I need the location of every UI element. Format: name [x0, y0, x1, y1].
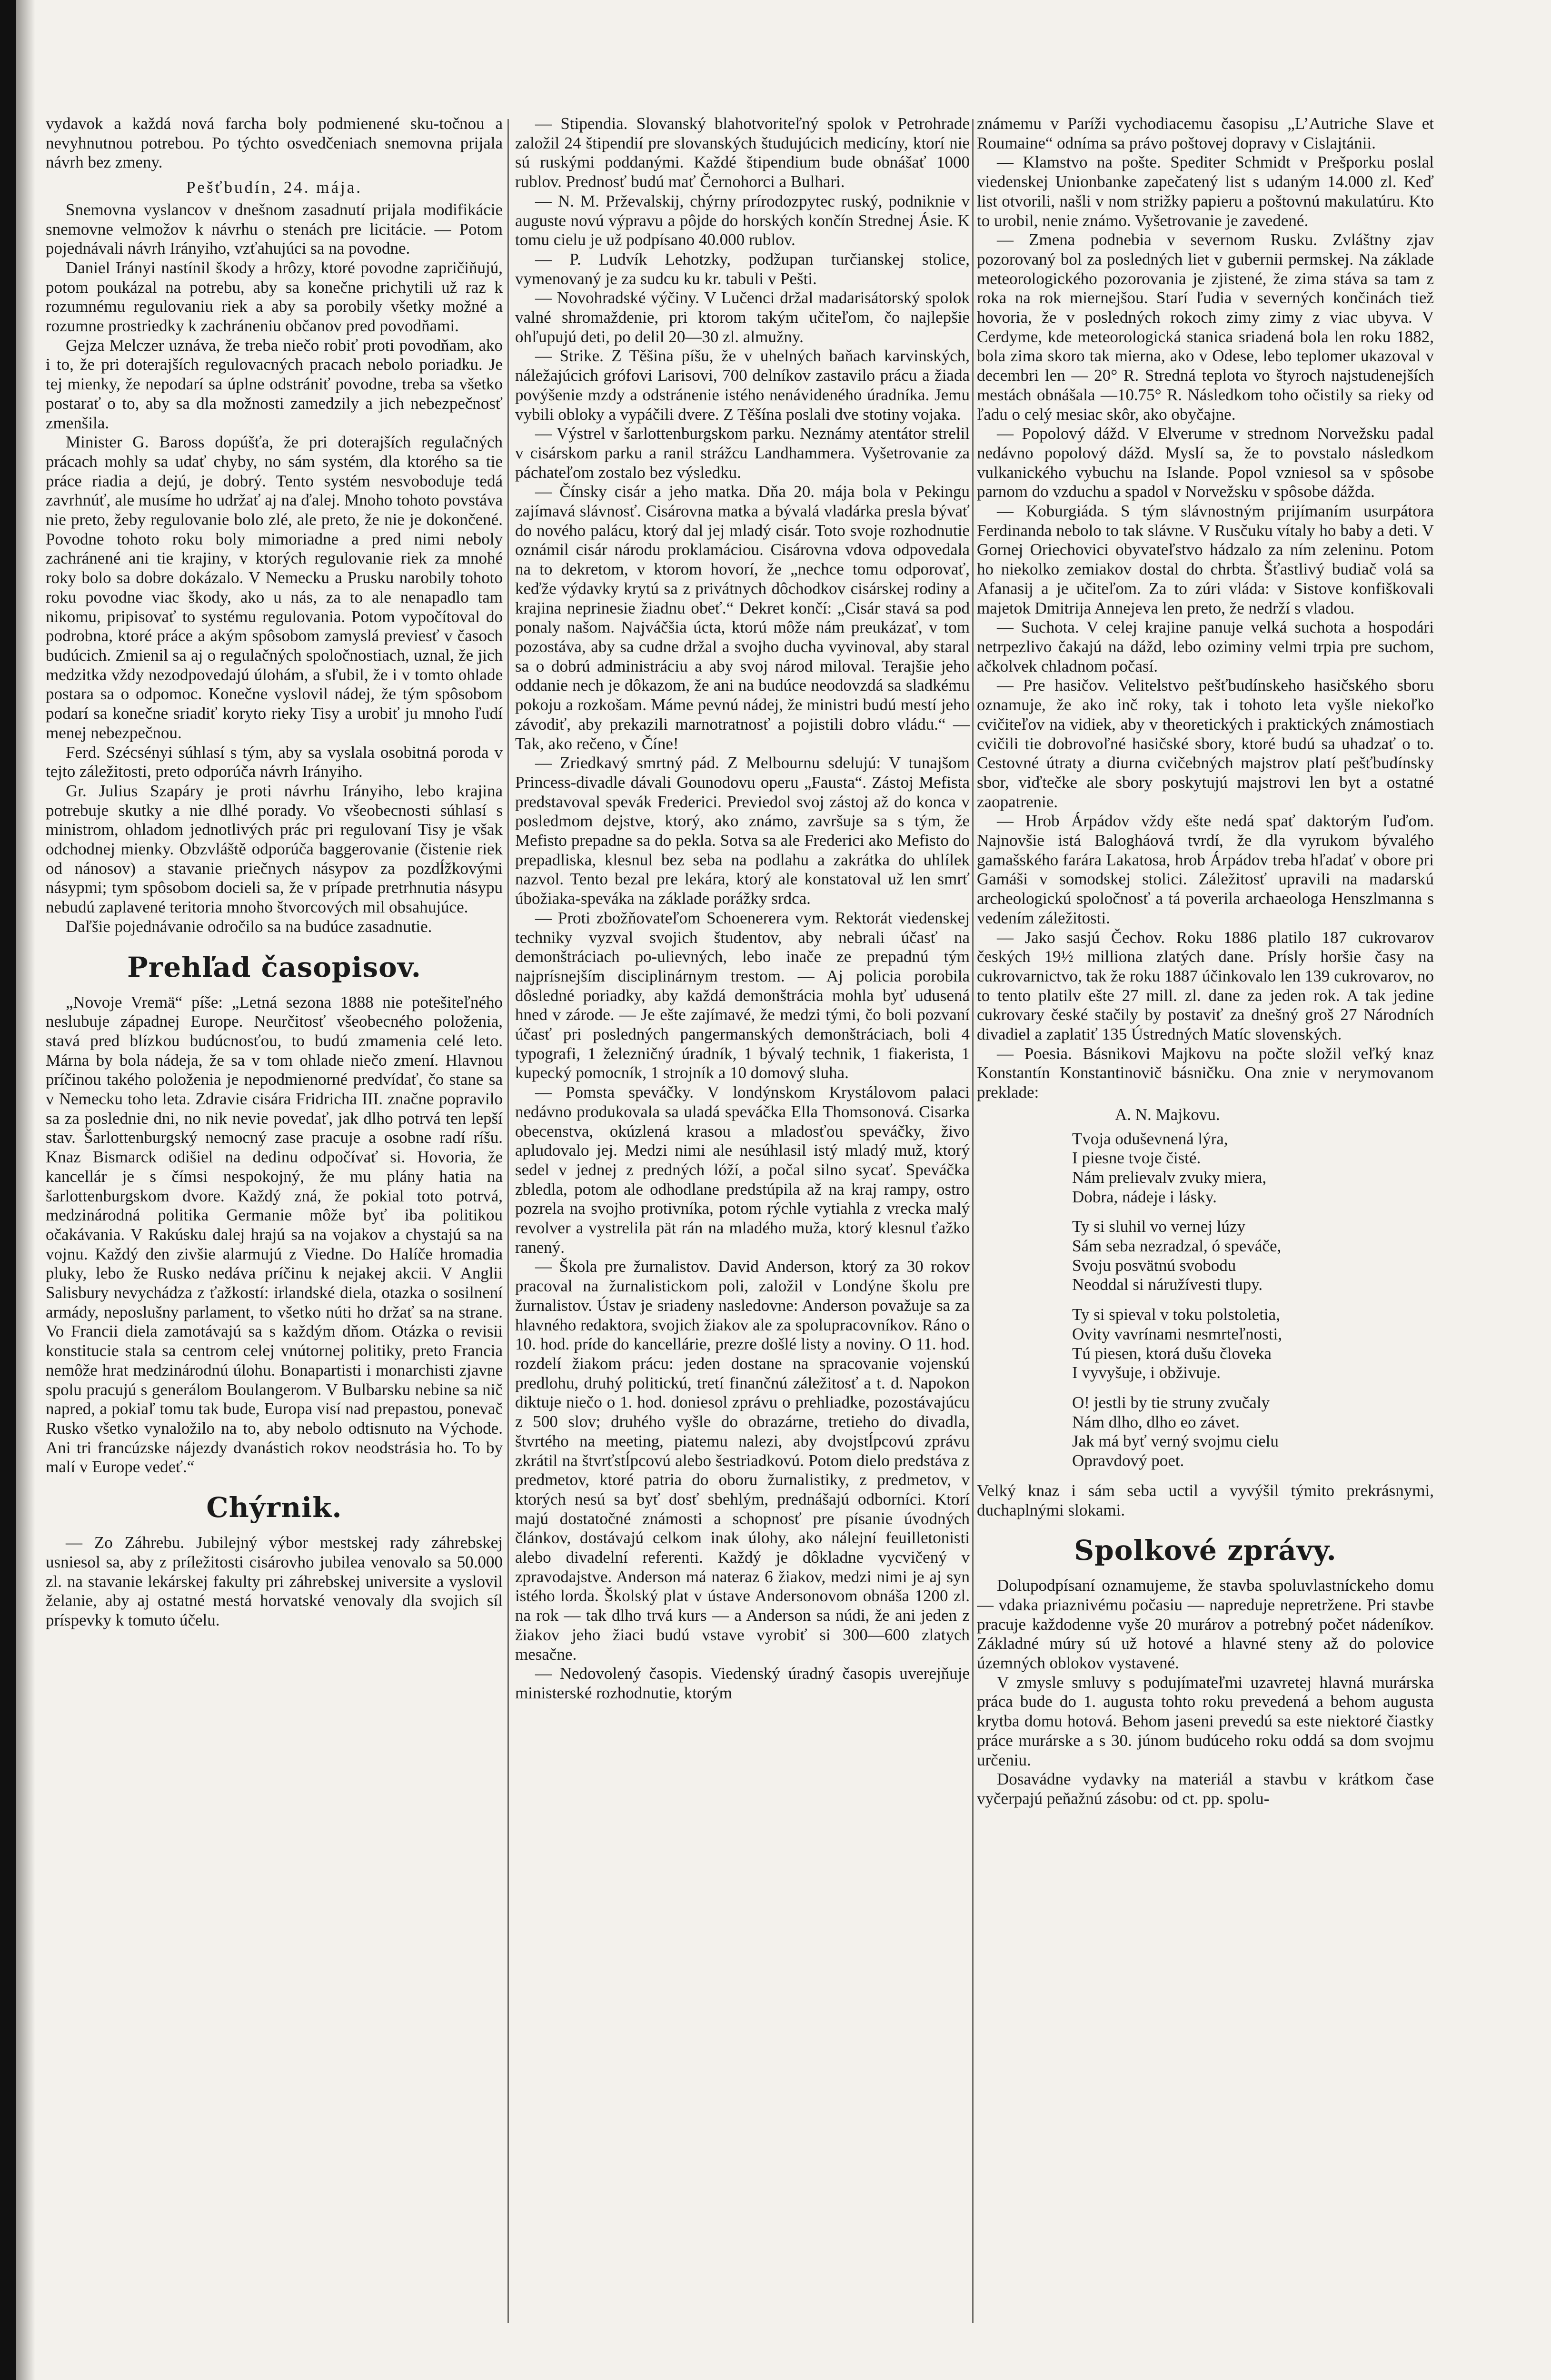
- section-heading-chyrnik: Chýrnik.: [206, 1491, 342, 1524]
- article-paragraph: Daľšie pojednávanie odročilo sa na budúce zasadnutie.: [66, 917, 432, 936]
- poem-line: Ovity vavrínami nesmrteľnosti,: [1072, 1324, 1282, 1343]
- news-item: — Jako sasjú Čechov. Roku 1886 platilo 187 cukrovarov českých 19½ milliona zlatých dane. Prísly horšie časy na cukrovarnictvo, tak že roku 1887 účinkovalo len 139 cukrovarov, no to tento platilv ešte 27 mill. zl. dane za jeden rok. A tak jedine cukrovary české stačily by postaviť za dnešný groš 27 Národních divadiel a zaplatiť 135 Ústredných Matíc slovenských.: [977, 928, 1434, 1044]
- section-heading-prehlad: Prehľad časopisov.: [127, 951, 421, 983]
- news-item: — Zo Záhrebu. Jubilejný výbor mestskej rady záhrebskej usniesol sa, aby z príležitosti cisárovho jubilea venovalo sa 50.000 zl. na stavanie lekárskej fakulty pri záhrebskej universite a vyslovil želanie, aby aj ostatné mestá horvatské venovaly dla svojich síl príspevky k tomuto účelu.: [46, 1533, 503, 1629]
- column-middle: [515, 114, 970, 2323]
- news-item: — Čínsky cisár a jeho matka. Dňa 20. mája bola v Pekingu zajímavá slávnosť. Cisárovna matka a bývalá vladárka presla bývať do nového palácu, ktorý dal jej mladý cisár. Toto svoje rozhodnutie oznámil cisár národu proklamáciou. Cisárovna vdova odpovedala na to dekretom, v ktorom hovorí, že „nechce tomu odporovať, keďže výdavky krytú sa z privátnych dôchodkov cisárskej rodiny a krajina neprinesie žiadnu obeť.“ Dekret končí: „Cisár stavá sa pod ponaly našom. Najváčšia úcta, ktorú môže nám preukázať, v tom pozostáva, aby sa cudne držal a svojho ducha vyvinoval, aby staral sa o dobrú administráciu a aby svoj národ miloval. Terajšie jeho oddanie nech je dôkazom, že ani na budúce neodovzdá sa sladkému pokoju a rozkošam. Máme pevnú nádej, že ministri budú mestí jeho závodiť, aby prekazili marnotratnosť a pojistili dobro vládu.“ — Tak, ako rečeno, v Číne!: [515, 482, 970, 753]
- article-paragraph: Dosavádne vydavky na materiál a stavbu v krátkom čase vyčerpajú peňažnú zásobu: od ct. pp. spolu-: [977, 1770, 1434, 1808]
- poem-line: Sám seba nezradzal, ó speváče,: [1072, 1237, 1282, 1256]
- news-item: — Koburgiáda. S tým slávnostným prijímaním usurpátora Ferdinanda nebolo to tak slávne. V Rusčuku vítaly ho baby a deti. V Gornej Oriechovici obyvateľstvo hádzalo za ním zeleninu. Potom ho niekolko zemiakov dostal do chrbta. Šťastlivý budiač volá sa Afanasij a je učiteľom. Za to zúri vláda: v Sistove konfiškovali majetok Dmitrija Annejeva len preto, že nedrží s vladou.: [977, 502, 1434, 617]
- poem-line: Dobra, nádeje i lásky.: [1072, 1187, 1217, 1206]
- article-paragraph: Dolupodpísaní oznamujeme, že stavba spoluvlastníckeho domu — vdaka priaznivému počasiu — napreduje nepretržene. Pri stavbe pracuje každodenne vyše 20 murárov a potrebný počet nádeníkov. Základné múry sú už hotové a hlavné steny až do polovice územných oblokov vystavené.: [977, 1576, 1434, 1673]
- poem: [1072, 1105, 1434, 1471]
- poem-line: Neoddal si náružívesti tlupy.: [1072, 1275, 1263, 1294]
- poem-line: I vyvyšuje, i obživuje.: [1072, 1363, 1221, 1382]
- poem-title: A. N. Majkovu.: [1115, 1105, 1220, 1124]
- news-item: — Popolový dážd. V Elverume v strednom Norvežsku padal nedávno popolový dážd. Myslí sa, že to povstalo následkom vulkanického vybuchu na Islande. Popol vzniesol sa v spôsobe parnom do vzduchu a spadol v Norvežsku v spôsobe dážda.: [977, 424, 1434, 501]
- poem-line: Ty si sluhil vo vernej lúzy: [1072, 1217, 1246, 1236]
- article-paragraph: „Novoje Vremä“ píše: „Letná sezona 1888 nie potešiteľného neslubuje západnej Europe. Neurčitosť všeobecného položenia, stavá pred blízkou budúcnosťou, to budú zmamenia celé leto. Márna by bola nádeja, že sa v tom ohlade niečo zmení. Hlavnou príčinou takého položenia je nepodmienorné predvídať, čo stane sa v Nemecku toho leta. Zdravie cisára Fridricha III. značne popravilo sa za poslednie dni, no nik nevie povedať, jak dlho potrvá ten lepší stav. Šarlottenburgský nemocný zase pracuje a osobne radí ríšu. Knaz Bismarck odišiel na dedinu odpočívať si. Hovoria, že kancellár je s čímsi nespokojný, že mu plány hatia na šarlottenburgskom dvore. Každý zná, že pokial toto potrvá, medzinárodná politika Germanie môže byť iba politikou očakávania. V Rakúsku dalej hrajú sa na vojakov a chystajú sa na vojnu. Každý den zivšie alarmujú z Viedne. Do Halíče hromadia pluky, lebo že Rusko nedáva príčinu k nejakej akcii. V Anglii Salisbury nevychádza z ťažkostí: irlandské diela, otazka o sosilnení armády, neposlušny parlament, to všetko núti ho držať sa na strane. Vo Francii diela zamotávajú sa s každým dňom. Otázka o revisii konstitucie stala sa centrom celej vnútornej politiky, preto Francia nemôže hrat medzinárodnú úlohu. Bonapartisti i monarchisti zjavne spolu pracujú s generálom Boulangerom. V Bulbarsku nebine sa nič napred, a pokiaľ tomu tak bude, Europa visí nad prepastou, ponevač Rusko všetko vynaložilo na to, aby nebolo odtisnuto na Východe. Ani tri francúzske nájezdy dvanástich rokov neodstrásia ho. To by malí v Europe vedeť.“: [46, 992, 503, 1477]
- poem-line: Svoju posvätnú svobodu: [1072, 1256, 1236, 1275]
- news-item: — Zriedkavý smrtný pád. Z Melbournu sdelujú: V tunajšom Princess-divadle dávali Gounodovu operu „Fausta“. Zástoj Mefista predstavoval spevák Frederici. Previedol svoj zástoj až do konca v posledmom dejstve, ktorý, ako známo, završuje sa s tým, že Mefisto prepadne sa do pekla. Sotva sa ale Frederici ako Mefisto do prepadliska, klesnul bez seba na podlahu a zakrátka do uhlílek nazvol. Tento bezal pre lekára, ktorý ale konstatoval už len smrť úbožiaka-speváka na základe porážky srdca.: [515, 754, 970, 908]
- news-item: — Poesia. Básnikovi Majkovu na počte složil veľký knaz Konstantín Konstantinovič básničku. Ona znie v nerymovanom preklade:: [977, 1044, 1434, 1102]
- column-left: [46, 114, 503, 2323]
- article-paragraph: Minister G. Baross dopúšťa, že pri doterajších regulačných prácach mohly sa udať chyby, no sám systém, dla ktorého sa tie práce riadia a dejú, je dobrý. Tento systém nesvoboduje tedá zavrhnúť, ale musíme ho udržať aj na ďalej. Mnoho tohoto povstáva nie preto, žeby regulovanie bolo zlé, ale preto, že nie je dokončené. Povodne tohoto roku boly mimoriadne a pred nimi neboly zachránené ani tie krajiny, v ktorých regulovanie riek za mnohé roky bolo sa dobre dokázalo. V Nemecku a Prusku narobily tohoto roku povodne viac škody, ako u nás, za to ale nenapadlo tam nikomu, pripisovať to systému regulovania. Potom vypočítoval do podrobna, ktoré práce a akým spôsobom zamyslá previesť v časoch budúcich. Zmienil sa aj o regulačných spoločnostiach, uznal, že jich medzitka vždy nezodpovedajú úlohám, a sľubil, že i v tomto ohlade postara sa o odpomoc. Konečne vyslovil nádej, že tým spôsobom podarí sa konečne sriadiť koryto rieky Tisy a urobiť ju mnoho ľudí menej nebezpečnou.: [46, 433, 503, 742]
- news-item: — Škola pre žurnalistov. David Anderson, ktorý za 30 rokov pracoval na žurnalistickom poli, založil v Londýne školu pre žurnalistov. Ústav je sriadeny nasledovne: Anderson považuje sa za hlavného redaktora, svojich žiakov ale za spolupracovníkov. Ráno o 10. hod. príde do kancellárie, prezre došlé listy a noviny. O 11. hod. rozdelí žiakom prácu: jeden dostane na spracovanie vojenskú predlohu, druhý politickú, tretí finančnú záležitosť a t. d. Napokon diktuje niečo o 1. hod. doniesol zprávu o prehliadke, pozostávajúcu z 500 slov; druhého vyšle do obrazárne, tretieho do divadla, štvrtého na meeting, piatemu nalezi, aby dvojstĺpcovú zprávu zkrátil na štvrťstĺpcovú alebo šestriadkovú. Potom dielo predstáva z predmetov, ktoré patria do oboru žurnalistiky, z predmetov, v ktorých nesú sa byť dosť sbehlým, prednášajú odborníci. Ktorí majú dostatočné známosti a schopnosť pre písanie úvodných článkov, dostávajú celkom inak úlohy, ako nálejní feuilletonisti alebo divadelní referenti. Každý je dôkladne vycvičený v zpravodajstve. Anderson má nateraz 6 žiakov, medzi nimi je aj syn istého lorda. Školský plat v ústave Andersonovom obnáša 1200 zl. na rok — tak dlho trvá kurs — a Anderson sa núdi, že ani jeden z žiakov jeho žiaci budú vstave vyrobiť si 300—600 zlatych mesačne.: [515, 1257, 970, 1664]
- article-paragraph: vydavok a každá nová farcha boly podmienené sku-točnou a nevyhnutnou potrebou. Po týchto osvedčeniach snemovna prijala návrh bez zmeny.: [46, 114, 503, 172]
- news-item: — Pre hasičov. Velitelstvo pešťbudínskeho hasičského sboru oznamuje, že ako inč roky, tak i tohoto leta vyšle niekoľko cvičiteľov na vidiek, aby v theoretických i praktických známostiach cvičili tie dobrovoľné hasičské sbory, ktoré budú sa uhadzať o to. Cestovné útraty a diurna cvičebných majstrov platí pešťbudínsky sbor, viďtečke ale sbory poskytujú majstrovi len byt a ostatné zaopatrenie.: [977, 676, 1434, 811]
- news-item: — Zmena podnebia v severnom Rusku. Zvláštny zjav pozorovaný bol za posledných liet v gubernii permskej. Na základe meteorologického pozorovania je zjistené, že zima stáva sa tam z roka na rok miernejšou. Starí ľudia v severných končinách tiež hovoria, že v posledných rokoch zimy zimy z viac ubyva. V Cerdyme, kde meteorologická stanica sriadená bola len roku 1882, bola zima skoro tak mierna, ako v Odese, lebo teplomer ukazoval v decembri len — 20° R. Stredná teplota vo štyroch najstudenejších mestách obnášala —10.75° R. Následkom toho očistily sa rieky od ľadu o celý mesiac skôr, ako obyčajne.: [977, 230, 1434, 424]
- poem-line: Nám prelievalv zvuky miera,: [1072, 1168, 1267, 1187]
- news-item: — N. M. Prževalskij, chýrny prírodozpytec ruský, podniknie v auguste novú výpravu a pôjde do horských končín Strednej Ásie. K tomu cielu je už podpísano 40.000 rublov.: [515, 191, 970, 249]
- page-binding-edge: [0, 0, 16, 2380]
- poem-line: Ty si spieval v toku polstoletia,: [1072, 1305, 1280, 1324]
- news-item: — Suchota. V celej krajine panuje velká suchota a hospodári netrpezlivo čakajú na dážd, lebo oziminy velmi trpia pre suchom, ačkolvek chladnom počasí.: [977, 618, 1434, 675]
- news-item: — Pomsta speváčky. V londýnskom Krystálovom palaci nedávno produkovala sa uladá speváčka Ella Thomsonová. Cisarka obecenstva, okúzlená krasou a mladosťou speváčky, živo apludovalo jej. Medzi nimi ale nesúhlasil istý mladý muž, ktorý sedel v jednej z predných lóží, a počal silno sycať. Speváčka zbledla, potom ale odhodlane predstúpila až na kraj rampy, ostro pozrela na svojho protivníka, potom rýchle vytiahla z vrecka malý revolver a vystrelila pät rán na mladého muža, ktorý klesnul ťažko ranený.: [515, 1083, 970, 1257]
- news-item: — Novohradské výčiny. V Lučenci držal madarisátorský spolok valné shromaždenie, pri ktorom takým učiteľom, čo najlepšie ohľupujú deti, po delil 20—30 zl. almužny.: [515, 288, 970, 346]
- news-item: Velký knaz i sám seba uctil a vyvýšil týmito prekrásnymi, duchaplnými slokami.: [977, 1481, 1434, 1519]
- column-right: [977, 114, 1434, 2323]
- poem-line: I piesne tvoje čisté.: [1072, 1149, 1201, 1168]
- news-item: — Klamstvo na pošte. Spediter Schmidt v Prešporku poslal viedenskej Unionbanke zapečatený list s udaným 14.000 zl. Keď list otvorili, našli v nom strižky papieru a poštovnú makulatúru. Kto to urobil, nenie známo. Vyšetrovanie je zavedené.: [977, 153, 1434, 230]
- poem-line: Opravdový poet.: [1072, 1451, 1184, 1470]
- column-rule: [507, 119, 509, 2323]
- poem-line: Jak má byť verný svojmu cielu: [1072, 1432, 1279, 1451]
- news-item: — Stipendia. Slovanský blahotvoriteľný spolok v Petrohrade založil 24 štipendií pre slovanských študujúcich medicíny, ktorí nie sú ruskými poddanými. Každé štipendium bude obnášať 1000 rublov. Prednosť budú mať Černohorci a Bulhari.: [515, 114, 970, 191]
- poem-stanza: [1072, 1130, 1434, 1207]
- column-rule: [972, 119, 974, 2323]
- poem-stanza: [1072, 1217, 1434, 1295]
- poem-line: Tú piesen, ktorá dušu človeka: [1072, 1344, 1272, 1363]
- section-heading-spolkove: Spolkové zprávy.: [1074, 1534, 1337, 1567]
- page-binding-shadow: [16, 0, 35, 2380]
- poem-line: Nám dlho, dlho eo závet.: [1072, 1412, 1240, 1431]
- poem-line: O! jestli by tie struny zvučaly: [1072, 1393, 1270, 1412]
- news-item: — Strike. Z Těšina píšu, že v uhelných baňach karvinských, náležajúcich grófovi Larisovi, 700 delníkov zastavilo prácu a žiada povýšenie mzdy a odstránenie istého nenávideného úradníka. Jemu vybili obloky a vypáčili dvere. Z Těšína poslali dve stotiny vojaka.: [515, 347, 970, 424]
- news-item: — P. Ludvík Lehotzky, podžupan turčianskej stolice, vymenovaný je za sudcu ku kr. tabuli v Pešti.: [515, 249, 970, 288]
- poem-stanza: [1072, 1393, 1434, 1471]
- dateline: Pešťbudín, 24. mája.: [186, 178, 363, 197]
- news-item: — Proti zbožňovateľom Schoenerera vym. Rektorát viedenskej techniky vyzval svojich študentov, aby nebrali účasť na demonštráciach po-ulievných, lebo inače ze prepadnú tým najprísnejším disciplinárnym trestom. — Aj policia porobila dôsledné poriadky, aby každá demonštrácia mohla byť udusená hned v zárode. — Je ešte zajímavé, že medzi tými, čo boli pozvaní účasť pri posledných pangermanských demonštráciach, boli 4 typografi, 1 železničný úradník, 1 bývalý technik, 1 fiakerista, 1 kupecký pomocník, 1 strojník a 10 domový sluha.: [515, 908, 970, 1082]
- article-paragraph: Snemovna vyslancov v dnešnom zasadnutí prijala modifikácie snemovne velmožov k návrhu o stenách pre licitácie. — Potom pojednávali návrh Irányiho, vzťahujúci sa na povodne.: [46, 200, 503, 258]
- article-paragraph: V zmysle smluvy s podujímateľmi uzavretej hlavná murárska práca bude do 1. augusta tohto roku prevedená a behom augusta krytba domu hotová. Behom jaseni prevedú sa este niektoré čiastky práce murárske a s 30. júnom budúceho roku oddá sa dom svojmu určeniu.: [977, 1673, 1434, 1769]
- news-item: — Výstrel v šarlottenburgskom parku. Neznámy atentátor strelil v cisárskom parku a ranil strážcu Landhammera. Vyšetrovanie za páchateľom zostalo bez výsledku.: [515, 424, 970, 482]
- news-item: — Hrob Árpádov vždy ešte nedá spať daktorým ľuďom. Najnovšie istá Balogháová tvrdí, že dla vyrukom bývalého gamašského farára Lakatosa, hrob Árpádov treba hľadať v obore pri Gamáši v somodskej stolici. Záležitosť upravili na madarskú archeologickú spoločnosť a tá poverila archaeologa Henszlmanna s vedením záležitosti.: [977, 812, 1434, 927]
- poem-line: Tvoja oduševnená lýra,: [1072, 1129, 1228, 1148]
- news-item: známemu v Paríži vychodiacemu časopisu „L’Autriche Slave et Roumaine“ odníma sa právo poštovej dopravy v Cislajtánii.: [977, 114, 1434, 152]
- article-paragraph: Daniel Irányi nastínil škody a hrôzy, ktoré povodne zapričiňujú, potom poukázal na potrebu, aby sa konečne prichytili už raz k rozumnému regulovaniu riek a aby sa porobily všetky možné a rozumne prostriedky k zachráneniu občanov pred povodňami.: [46, 258, 503, 336]
- article-paragraph: Gr. Julius Szapáry je proti návrhu Irányiho, lebo krajina potrebuje skutky a nie dlhé porady. Vo všeobecnosti súhlasí s ministrom, ohladom jednotlivých prác pri regulovaní Tisy je však odchodnej mienky. Obzvláště odporúča baggerovanie (čistenie riek od nánosov) a stavanie priečnych násypov za pozdĺžkovými násypmi; tym spôsobom docieli sa, že v prípade pretrhnutia násypu nebudú zaplavené teritoria mnoho štvorcových mil obsahujúce.: [46, 781, 503, 917]
- poem-stanza: [1072, 1305, 1434, 1383]
- news-item: — Nedovolený časopis. Viedenský úradný časopis uverejňuje ministerské rozhodnutie, ktorým: [515, 1664, 970, 1702]
- article-paragraph: Gejza Melczer uznáva, že treba niečo robiť proti povodňam, ako i to, že pri doterajších regulovacných pracach nebolo poriadku. Je tej mienky, že nepodarí sa úplne odstrániť povodne, treba sa všetko postarať o to, aby sa dla možnosti zamedzily a jich nebezpečnosť zmenšila.: [46, 336, 503, 432]
- article-paragraph: Ferd. Szécsényi súhlasí s tým, aby sa vyslala osobitná poroda v tejto záležitosti, preto odporúča návrh Irányiho.: [46, 743, 503, 781]
